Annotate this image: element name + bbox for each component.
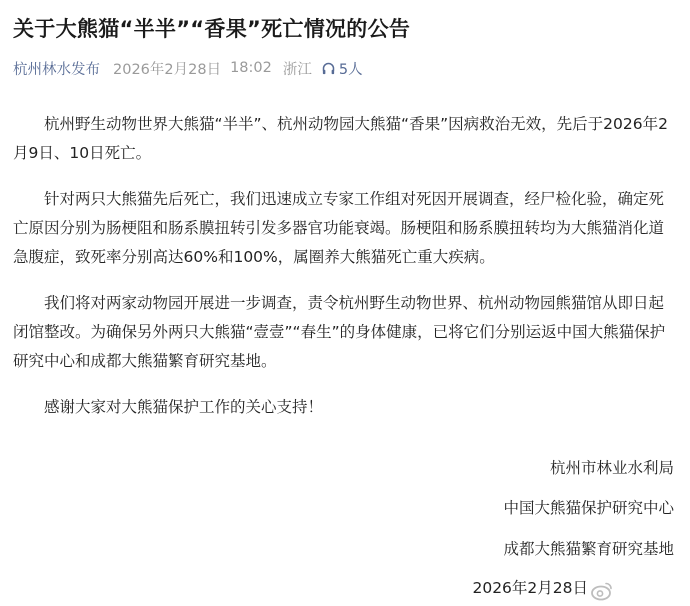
publish-region: 浙江 (282, 61, 312, 78)
signature-org: 成都大熊猫繁育研究基地 (503, 540, 674, 558)
article-body (13, 110, 677, 422)
signature-date: 2026年2月28日 (472, 579, 588, 597)
publish-time: 18:02 (230, 60, 272, 76)
paragraph: 针对两只大熊猫先后死亡，我们迅速成立专家工作组对死因开展调查，经尸检化验，确定死亡原因分别为肠梗阻和肠系膜扭转引发多器官功能衰竭。肠梗阻和肠系膜扭转均为大熊猫消化道急腹症，致死率分别高达60%和100%，属圈养大熊猫死亡重大疾病。 (13, 190, 665, 266)
watermark-logo (590, 576, 690, 606)
paragraph: 我们将对两家动物园开展进一步调查，责令杭州野生动物世界、杭州动物园熊猫馆从即日起闭馆整改。为确保另外两只大熊猫“壹壹”“春生”的身体健康，已将它们分别运返中国大熊猫保护研究中心和成都大熊猫繁育研究基地。 (13, 294, 666, 370)
weibo-watermark-icon (590, 579, 614, 603)
paragraph: 杭州野生动物世界大熊猫“半半”、杭州动物园大熊猫“香果”因病救治无效，先后于2026年2月9日、10日死亡。 (13, 115, 668, 162)
publish-date: 2026年2月28日 (113, 61, 222, 78)
listener-count: 5人 (338, 61, 363, 78)
signature-org: 杭州市林业水利局 (549, 459, 674, 477)
signature-org: 中国大熊猫保护研究中心 (503, 499, 674, 517)
headphones-icon (321, 61, 336, 76)
listen-button[interactable] (321, 58, 363, 79)
article-title: 关于大熊猫“半半”“香果”死亡情况的公告 (13, 17, 411, 41)
paragraph: 感谢大家对大熊猫保护工作的关心支持！ (44, 398, 324, 416)
account-name-link[interactable]: 杭州林水发布 (13, 61, 100, 78)
article-meta (13, 58, 363, 78)
